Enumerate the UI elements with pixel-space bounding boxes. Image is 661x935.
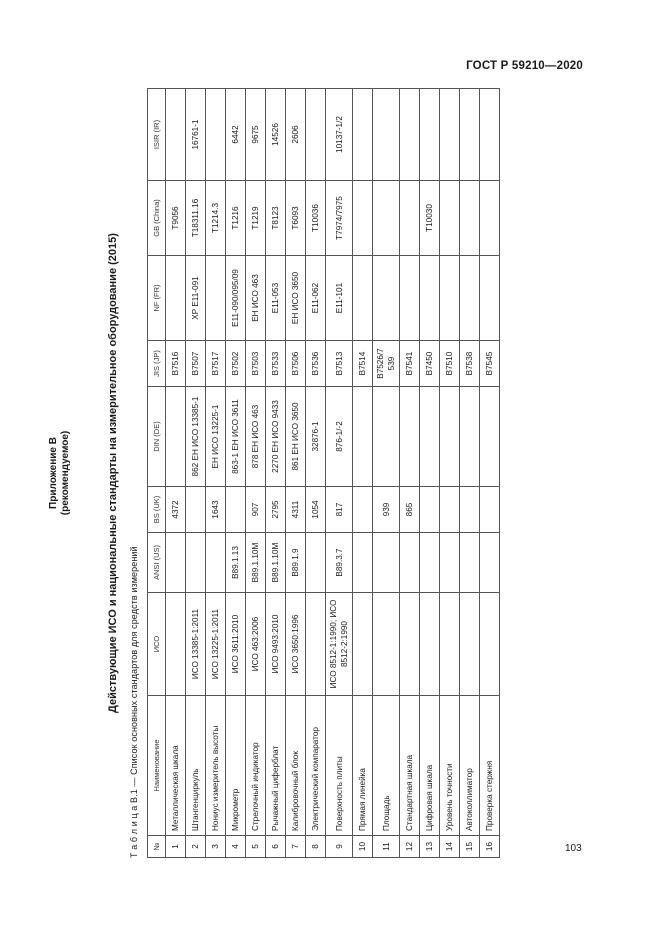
table-cell (166, 533, 186, 593)
table-cell: B7533 (266, 341, 286, 387)
table-cell: 14526 (266, 89, 286, 181)
table-cell: B89.1.9 (286, 533, 306, 593)
table-row (166, 89, 186, 858)
table-cell: Прямая линейка (353, 696, 373, 836)
table-cell: B7450 (420, 341, 440, 387)
table-cell: 3 (206, 836, 226, 858)
table-cell: ИСО 3611:2010 (226, 593, 246, 696)
table-cell: 2606 (286, 89, 306, 181)
table-cell (420, 533, 440, 593)
table-cell (373, 533, 400, 593)
table-cell (400, 387, 420, 487)
table-cell: B7514 (353, 341, 373, 387)
table-cell (166, 256, 186, 341)
table-cell: B89.1.10M (246, 533, 266, 593)
table-cell (306, 593, 326, 696)
table-cell: B7516 (166, 341, 186, 387)
table-cell: E11-090/095/09 (226, 256, 246, 341)
table-cell: Площадь (373, 696, 400, 836)
table-cell (420, 89, 440, 181)
table-cell (166, 387, 186, 487)
table-cell (306, 533, 326, 593)
table-cell (480, 387, 500, 487)
table-cell (186, 533, 206, 593)
table-cell: B89.3.7 (326, 533, 353, 593)
column-header: ИСО (148, 593, 166, 696)
table-cell: B7506 (286, 341, 306, 387)
table-row (306, 89, 326, 858)
table-cell: 12 (400, 836, 420, 858)
table-cell: Штангенциркуль (186, 696, 206, 836)
table-cell: 1643 (206, 487, 226, 533)
table-cell (373, 387, 400, 487)
table-cell: Электрический компаратор (306, 696, 326, 836)
table-cell: 16 (480, 836, 500, 858)
table-cell: ЕН ИСО 3650 (286, 256, 306, 341)
table-row (353, 89, 373, 858)
table-cell: T6093 (286, 181, 306, 256)
table-cell: B7536 (306, 341, 326, 387)
table-cell: B89.1.13 (226, 533, 246, 593)
table-cell: 878 ЕН ИСО 463 (246, 387, 266, 487)
table-row (186, 89, 206, 858)
table-cell (440, 256, 460, 341)
table-cell (440, 89, 460, 181)
table-cell: T1214.3 (206, 181, 226, 256)
table-row (246, 89, 266, 858)
table-cell: T9056 (166, 181, 186, 256)
table-cell (440, 593, 460, 696)
table-cell: 4372 (166, 487, 186, 533)
table-cell: Микрометр (226, 696, 246, 836)
table-cell (226, 487, 246, 533)
table-cell: B7513 (326, 341, 353, 387)
table-row (480, 89, 500, 858)
table-cell (373, 256, 400, 341)
table-cell: Стандартная шкала (400, 696, 420, 836)
table-cell (460, 387, 480, 487)
table-cell: 8 (306, 836, 326, 858)
table-cell: ИСО 9493:2010 (266, 593, 286, 696)
table-cell: 1054 (306, 487, 326, 533)
column-header: NF (FR) (148, 256, 166, 341)
table-cell: T7974/7975 (326, 181, 353, 256)
table-cell (440, 533, 460, 593)
table-cell: ИСО 463:2006 (246, 593, 266, 696)
table-cell: 4 (226, 836, 246, 858)
table-cell: 6442 (226, 89, 246, 181)
table-cell (353, 487, 373, 533)
table-cell (353, 181, 373, 256)
table-row (286, 89, 306, 858)
table-cell: Цифровая шкала (420, 696, 440, 836)
table-row (326, 89, 353, 858)
table-cell (373, 593, 400, 696)
table-cell: 32876-1 (306, 387, 326, 487)
table-cell: 817 (326, 487, 353, 533)
table-cell: Калибровочный блок (286, 696, 306, 836)
table-header-row (148, 89, 166, 858)
column-header: DIN (DE) (148, 387, 166, 487)
column-header: ANSI (US) (148, 533, 166, 593)
document-number: ГОСТ Р 59210—2020 (466, 60, 583, 72)
table-cell: T8123 (266, 181, 286, 256)
page-title: Действующие ИСО и национальные стандарты на измерительное оборудование (2015) (107, 233, 119, 713)
table-row (400, 89, 420, 858)
table-cell (306, 89, 326, 181)
table-cell (206, 256, 226, 341)
table-cell (353, 533, 373, 593)
table-cell (206, 89, 226, 181)
table-cell: 13 (420, 836, 440, 858)
table-cell: B7503 (246, 341, 266, 387)
table-cell: B89.1.10M (266, 533, 286, 593)
table-cell: B7545 (480, 341, 500, 387)
column-header: BS (UK) (148, 487, 166, 533)
table-cell (460, 487, 480, 533)
appendix-subtitle: (рекомендуемое) (60, 430, 71, 516)
table-cell: 10 (353, 836, 373, 858)
table-cell: 7 (286, 836, 306, 858)
table-cell (166, 593, 186, 696)
table-cell (400, 89, 420, 181)
table-cell (480, 256, 500, 341)
table-row (440, 89, 460, 858)
table-cell: 1 (166, 836, 186, 858)
table-cell (460, 533, 480, 593)
table-cell: 861 ЕН ИСО 3650 (286, 387, 306, 487)
table-cell: T10030 (420, 181, 440, 256)
table-cell: ИСО 3650:1996 (286, 593, 306, 696)
table-cell (460, 181, 480, 256)
table-cell: Стрелочный индикатор (246, 696, 266, 836)
table-cell (166, 89, 186, 181)
table-cell: 863-1 ЕН ИСО 3611 (226, 387, 246, 487)
table-cell: B7526/7 539 (373, 341, 400, 387)
table-cell (480, 593, 500, 696)
table-cell: ИСО 13385-1:2011 (186, 593, 206, 696)
table-cell: Металлическая шкала (166, 696, 186, 836)
table-cell: 5 (246, 836, 266, 858)
table-cell: Поверхность плиты (326, 696, 353, 836)
table-cell (440, 487, 460, 533)
table-cell: 2795 (266, 487, 286, 533)
table-cell: 14 (440, 836, 460, 858)
table-cell (186, 487, 206, 533)
table-cell: XP E11-091 (186, 256, 206, 341)
table-cell: 2270 ЕН ИСО 9433 (266, 387, 286, 487)
table-cell (373, 181, 400, 256)
table-cell: B7502 (226, 341, 246, 387)
table-cell: 11 (373, 836, 400, 858)
table-cell: 6 (266, 836, 286, 858)
table-cell: 862 ЕН ИСО 13385-1 (186, 387, 206, 487)
table-cell: 939 (373, 487, 400, 533)
table-cell: ЕН ИСО 463 (246, 256, 266, 341)
table-cell: 9675 (246, 89, 266, 181)
table-cell (420, 256, 440, 341)
table-cell (353, 256, 373, 341)
standards-table (147, 88, 500, 858)
table-cell: 876-1/-2 (326, 387, 353, 487)
table-cell: 4311 (286, 487, 306, 533)
table-cell (460, 89, 480, 181)
table-cell (480, 487, 500, 533)
table-row (420, 89, 440, 858)
table-row (226, 89, 246, 858)
column-header: GB (China) (148, 181, 166, 256)
table-cell: 9 (326, 836, 353, 858)
table-cell (353, 387, 373, 487)
table-cell: T18311.16 (186, 181, 206, 256)
table-cell: T10036 (306, 181, 326, 256)
column-header: ISIR (IR) (148, 89, 166, 181)
table-cell (400, 593, 420, 696)
table-cell (420, 487, 440, 533)
table-cell (480, 89, 500, 181)
table-cell (206, 533, 226, 593)
table-cell: Нониус измеритель высоты (206, 696, 226, 836)
table-cell (353, 89, 373, 181)
table-cell: 15 (460, 836, 480, 858)
table-row (206, 89, 226, 858)
table-row (373, 89, 400, 858)
table-cell: B7510 (440, 341, 460, 387)
table-caption: Т а б л и ц а В.1 — Список основных стандартов для средств измерений (129, 546, 139, 858)
table-cell: Проверка стержня (480, 696, 500, 836)
table-cell: ЕН ИСО 13225-1 (206, 387, 226, 487)
table-cell (400, 181, 420, 256)
table-row (266, 89, 286, 858)
table-cell (400, 256, 420, 341)
table-cell: 16761-1 (186, 89, 206, 181)
table-cell (440, 181, 460, 256)
table-cell: B7507 (186, 341, 206, 387)
table-cell: E11-062 (306, 256, 326, 341)
column-header: JIS (JP) (148, 341, 166, 387)
table-cell (420, 593, 440, 696)
table-cell: Автоколлиматор (460, 696, 480, 836)
column-header: № (148, 836, 166, 858)
table-cell: T1216 (226, 181, 246, 256)
table-cell (440, 387, 460, 487)
table-row (460, 89, 480, 858)
table-cell (420, 387, 440, 487)
table-cell: 907 (246, 487, 266, 533)
rotated-content (48, 88, 548, 858)
table-cell: 10137-1/2 (326, 89, 353, 181)
table-cell: ИСО 8512-1:1990; ИСО 8512-2:1990 (326, 593, 353, 696)
table-cell: B7517 (206, 341, 226, 387)
table-cell: ИСО 13225-1:2011 (206, 593, 226, 696)
page-number: 103 (565, 843, 582, 854)
table-cell (480, 181, 500, 256)
table-cell: Уровень точности (440, 696, 460, 836)
table-cell (460, 256, 480, 341)
table-cell: 865 (400, 487, 420, 533)
table-cell (353, 593, 373, 696)
table-cell: B7541 (400, 341, 420, 387)
table-cell: 2 (186, 836, 206, 858)
table-cell (460, 593, 480, 696)
column-header: Наименование (148, 696, 166, 836)
table-cell: Рычажный циферблат (266, 696, 286, 836)
table-cell (480, 533, 500, 593)
table-cell: E11-101 (326, 256, 353, 341)
table-cell: T1219 (246, 181, 266, 256)
table-cell (400, 533, 420, 593)
table-cell: B7538 (460, 341, 480, 387)
table-cell (373, 89, 400, 181)
appendix-title: Приложение В (48, 437, 59, 509)
table-cell: E11-053 (266, 256, 286, 341)
